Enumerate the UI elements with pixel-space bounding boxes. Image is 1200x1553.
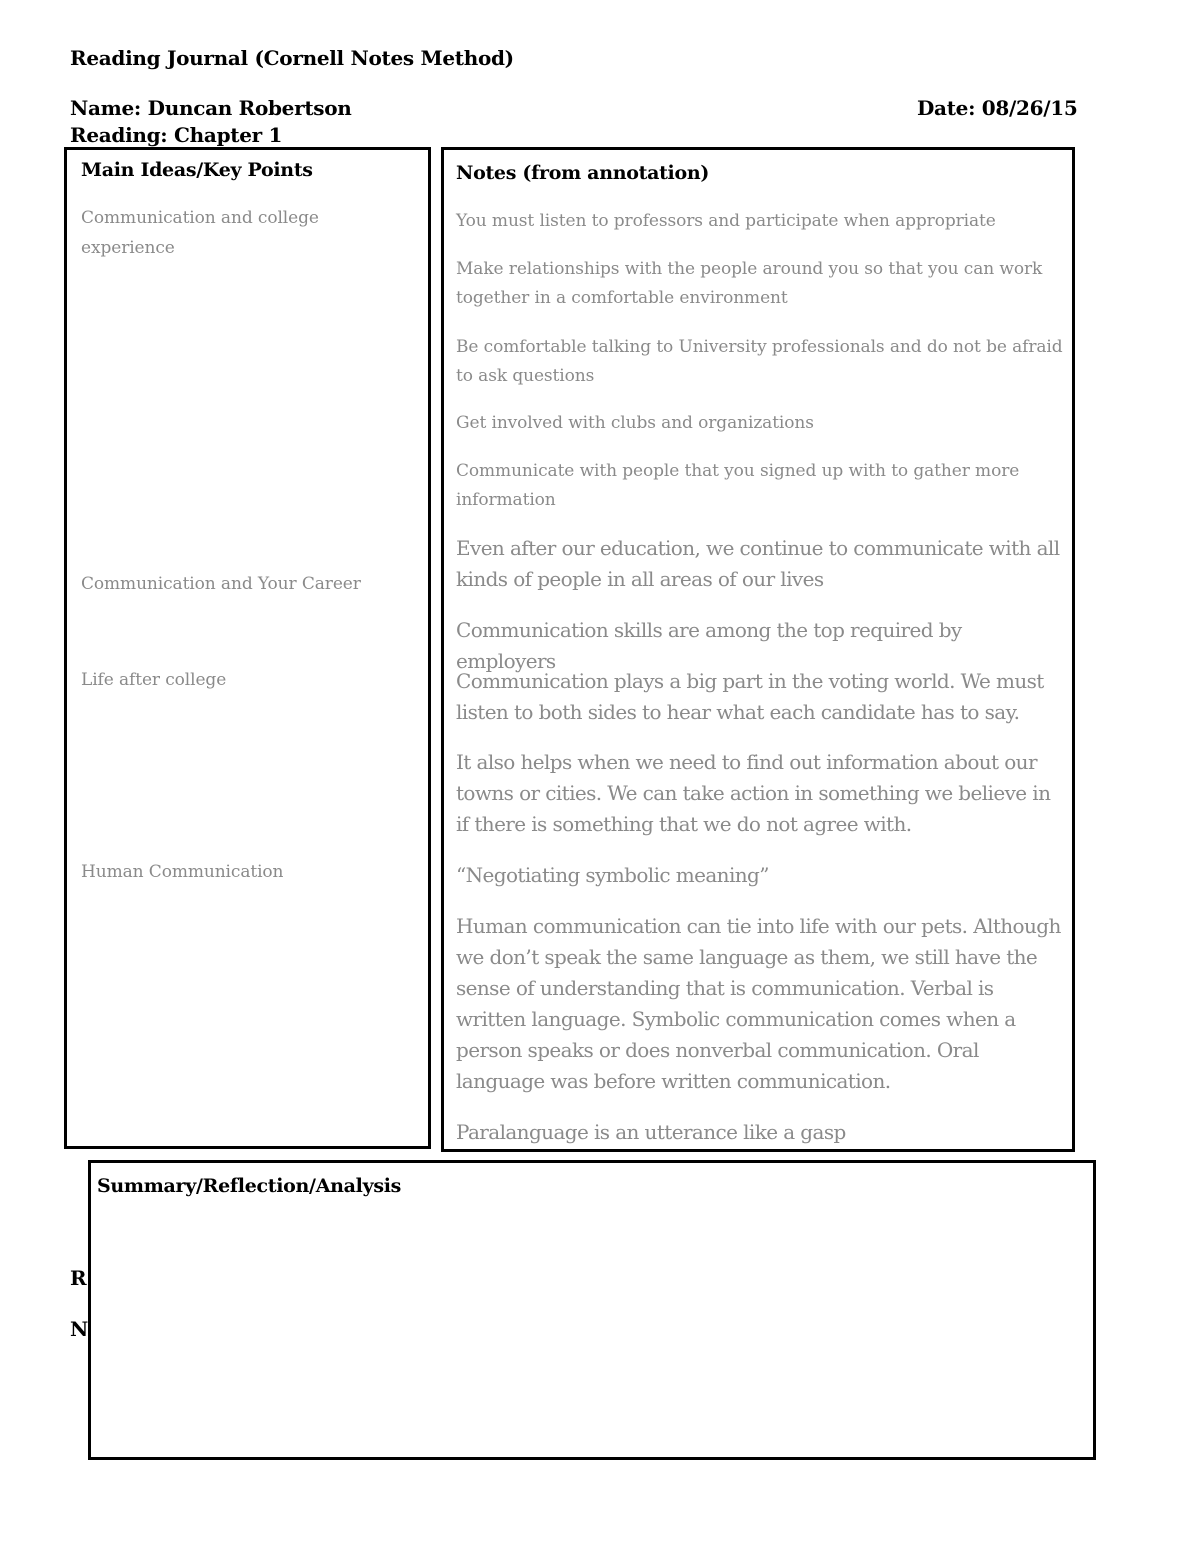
reading-assignment: Reading: Chapter 1	[70, 123, 283, 147]
note-item: Get involved with clubs and organizations	[456, 413, 814, 433]
main-ideas-box	[64, 147, 431, 1149]
note-item: It also helps when we need to find out information about our towns or cities. We can take action in something we believe in if there is something that we do not agree with.	[456, 750, 1051, 836]
note-item: Communication plays a big part in the voting world. We must listen to both sides to hear what each candidate has to say.	[456, 669, 1044, 724]
journal-date: Date: 08/26/15	[917, 96, 1078, 120]
notes-heading: Notes (from annotation)	[456, 162, 710, 184]
note-item: Make relationships with the people around you so that you can work together in a comfortable environment	[456, 259, 1043, 308]
note-item: Communication skills are among the top required by employers	[456, 618, 962, 673]
note-item: Be comfortable talking to University professionals and do not be afraid to ask questions	[456, 337, 1063, 386]
note-item: Communicate with people that you signed up with to gather more information	[456, 461, 1020, 510]
summary-heading: Summary/Reflection/Analysis	[97, 1175, 402, 1197]
hidden-line-fragment-r: R	[70, 1266, 87, 1290]
document-title: Reading Journal (Cornell Notes Method)	[70, 46, 514, 70]
main-idea-item: Communication and college experience	[81, 208, 319, 258]
main-ideas-heading: Main Ideas/Key Points	[81, 159, 313, 181]
note-item: Human communication can tie into life with our pets. Although we don’t speak the same language as them, we still have the sense of understanding that is communication. Verbal is written language. Symbolic communication comes when a person speaks or does nonverbal communication. Oral language was before written communication.	[456, 914, 1061, 1093]
note-item: You must listen to professors and participate when appropriate	[456, 211, 996, 231]
note-item: “Negotiating symbolic meaning”	[456, 863, 769, 887]
hidden-line-fragment-n: N	[70, 1317, 89, 1341]
main-idea-item: Communication and Your Career	[81, 574, 361, 594]
summary-box	[88, 1160, 1096, 1460]
student-name: Name: Duncan Robertson	[70, 96, 352, 120]
note-item: Even after our education, we continue to communicate with all kinds of people in all areas of our lives	[456, 536, 1060, 591]
main-idea-item: Human Communication	[81, 862, 284, 882]
note-item: Paralanguage is an utterance like a gasp	[456, 1120, 846, 1144]
notes-box	[441, 147, 1075, 1152]
main-idea-item: Life after college	[81, 670, 227, 690]
